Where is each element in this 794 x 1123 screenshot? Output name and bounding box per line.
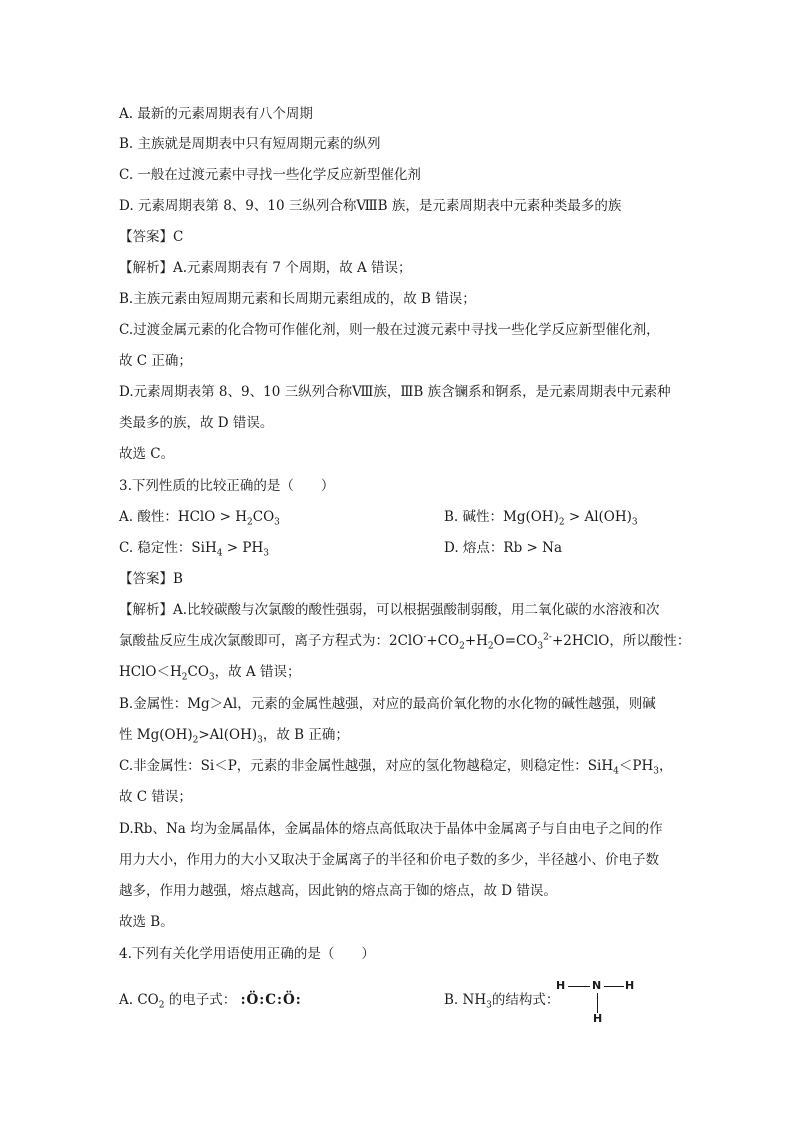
q3-analysis-line: 故 C 错误； [119, 789, 192, 805]
q2-conclusion: 故选 C。 [119, 446, 175, 462]
nh3-structural-formula [556, 977, 636, 1025]
q3-analysis-line: B.金属性：Mg＞Al，元素的金属性越强，对应的最高价氧化物的水化物的碱性越强，则碱 [119, 696, 656, 712]
q2-analysis-line: D.元素周期表第 8、9、10 三纵列合称Ⅷ族，ⅢB 族含镧系和锕系，是元素周期表中元素种 [119, 384, 671, 400]
q2-analysis-line: B.主族元素由短周期元素和长周期元素组成的，故 B 错误； [119, 291, 476, 307]
q3-analysis-line: 性 $Mg(OH)_2>Al(OH)_3$，故 B 正确； [119, 727, 349, 746]
q3-option-d: D. 熔点：Rb > Na [444, 540, 562, 556]
bond-left [568, 986, 590, 987]
q2-analysis-line: 【解析】A.元素周期表有 7 个周期，故 A 错误； [119, 260, 412, 276]
q3-analysis-line: C.非金属性：Si＜P，元素的非金属性越强，对应的氢化物越稳定，则稳定性：$SiH_4<PH_3$， [119, 758, 673, 777]
q3-analysis-line: 越多，作用力越强，熔点越高，因此钠的熔点高于铷的熔点，故 D 错误。 [119, 883, 557, 899]
q3-analysis-equation: 氯酸盐反应生成次氯酸即可，离子方程式为：$2ClO^-+CO_2+H_2O=CO_3^{2-}+2HClO$，所以酸性： [119, 632, 691, 652]
q4-option-a: A. $CO_2$ 的电子式： :Ö:C:Ö: [119, 992, 302, 1011]
q2-option-b: B. 主族就是周期表中只有短周期元素的纵列 [119, 136, 381, 152]
bond-right [604, 986, 624, 987]
q4-stem: 4.下列有关化学用语使用正确的是（ ） [119, 946, 375, 962]
q3-answer: 【答案】B [119, 571, 183, 587]
q3-stem: 3.下列性质的比较正确的是（ ） [119, 478, 335, 494]
atom-h-right: H [625, 979, 635, 992]
q3-option-c: C. 稳定性：$SiH_4 > PH_3$ [119, 540, 270, 559]
q3-option-b: B. 碱性：$Mg(OH)_2 > Al(OH)_3$ [444, 509, 638, 528]
q2-analysis-line: 故 C 正确； [119, 353, 192, 369]
co2-lewis-structure: :Ö:C:Ö: [240, 992, 302, 1008]
q2-option-a: A. 最新的元素周期表有八个周期 [119, 106, 313, 122]
q2-analysis-line: 类最多的族，故 D 错误。 [119, 415, 274, 431]
q3-conclusion: 故选 B。 [119, 914, 174, 930]
q3-analysis-line: 用力大小，作用力的大小又取决于金属离子的半径和价电子数的多少，半径越小、价电子数 [119, 852, 659, 868]
q2-analysis-line: C.过渡金属元素的化合物可作催化剂，则一般在过渡元素中寻找一些化学反应新型催化剂， [119, 322, 660, 338]
atom-n: N [592, 979, 602, 992]
q3-analysis-line: D.Rb、Na 均为金属晶体，金属晶体的熔点高低取决于晶体中金属离子与自由电子之间的作 [119, 821, 663, 837]
q3-analysis-line: 【解析】A.比较碳酸与次氯酸的酸性强弱，可以根据强酸制弱酸，用二氧化碳的水溶液和次 [119, 602, 660, 618]
q3-option-a: A. 酸性：HClO > $H_2CO_3$ [119, 509, 280, 528]
q4-option-b: B. $NH_3$的结构式： [444, 992, 560, 1011]
q2-option-d: D. 元素周期表第 8、9、10 三纵列合称ⅧB 族，是元素周期表中元素种类最多的族 [119, 198, 622, 214]
atom-h-left: H [556, 979, 566, 992]
q2-answer: 【答案】C [119, 229, 184, 245]
q3-analysis-line: $HClO<H_2CO_3$，故 A 错误； [119, 664, 301, 683]
bond-down [597, 993, 598, 1013]
q2-option-c: C. 一般在过渡元素中寻找一些化学反应新型催化剂 [119, 167, 421, 183]
atom-h-bottom: H [593, 1012, 603, 1025]
